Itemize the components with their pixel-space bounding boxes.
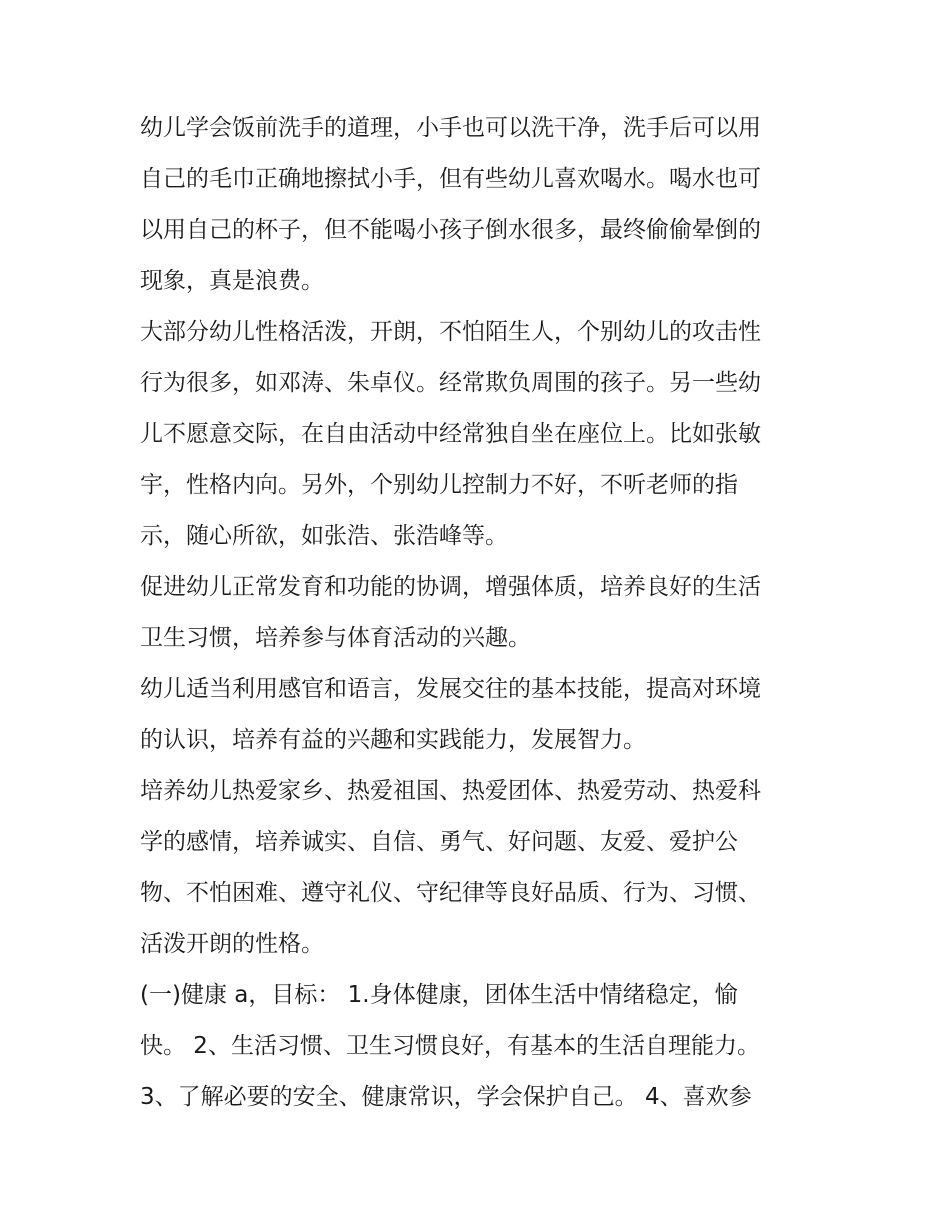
document-body <box>140 103 830 1123</box>
text-line: 卫生习惯，培养参与体育活动的兴趣。 <box>140 625 531 651</box>
text-line: 幼儿学会饭前洗手的道理，小手也可以洗干净，洗手后可以用 <box>140 115 761 141</box>
text-line: 行为很多，如邓涛、朱卓仪。经常欺负周围的孩子。另一些幼 <box>140 370 761 396</box>
text-line: 促进幼儿正常发育和功能的协调，增强体质，培养良好的生活 <box>140 574 761 600</box>
text-line: 幼儿适当利用感官和语言，发展交往的基本技能，提高对环境 <box>140 676 761 702</box>
text-line: 自己的毛巾正确地擦拭小手，但有些幼儿喜欢喝水。喝水也可 <box>140 166 761 192</box>
text-line: 学的感情，培养诚实、自信、勇气、好问题、友爱、爱护公 <box>140 829 738 855</box>
text-line: 现象，真是浪费。 <box>140 268 324 294</box>
text-line: 快。 2、生活习惯、卫生习惯良好，有基本的生活自理能力。 <box>140 1033 760 1059</box>
text-line: 示，随心所欲，如张浩、张浩峰等。 <box>140 523 508 549</box>
text-line: 3、了解必要的安全、健康常识，学会保护自己。 4、喜欢参 <box>140 1084 752 1110</box>
text-line: 宇，性格内向。另外，个别幼儿控制力不好，不听老师的指 <box>140 472 738 498</box>
text-line: 以用自己的杯子，但不能喝小孩子倒水很多，最终偷偷晕倒的 <box>140 217 761 243</box>
text-line: 儿不愿意交际，在自由活动中经常独自坐在座位上。比如张敏 <box>140 421 761 447</box>
text-line: (一)健康 a，目标： 1.身体健康，团体生活中情绪稳定，愉 <box>140 982 738 1008</box>
text-line: 活泼开朗的性格。 <box>140 931 324 957</box>
text-line: 培养幼儿热爱家乡、热爱祖国、热爱团体、热爱劳动、热爱科 <box>140 778 761 804</box>
text-line: 大部分幼儿性格活泼，开朗，不怕陌生人，个别幼儿的攻击性 <box>140 319 761 345</box>
text-line: 的认识，培养有益的兴趣和实践能力，发展智力。 <box>140 727 646 753</box>
text-line: 物、不怕困难、遵守礼仪、守纪律等良好品质、行为、习惯、 <box>140 880 761 906</box>
